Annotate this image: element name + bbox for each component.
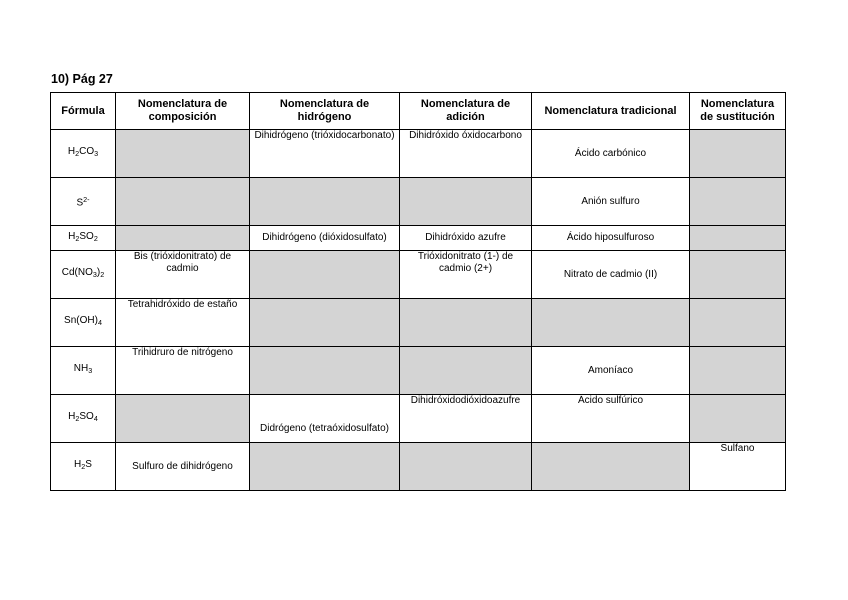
formula-subscript: 2 (75, 234, 80, 244)
cell-formula (51, 395, 116, 443)
cell-composition (116, 178, 250, 226)
cell-addition: Dihidróxido óxidocarbono (400, 130, 532, 178)
header-composition: Nomenclatura de composición (116, 93, 250, 130)
table-row (51, 178, 786, 226)
table-row (51, 395, 786, 443)
cell-substitution (690, 130, 786, 178)
formula-subscript: 2 (93, 234, 98, 244)
cell-addition (400, 299, 532, 347)
cell-addition: Dihidróxido azufre (400, 226, 532, 251)
formula-text: Sn(OH) (64, 315, 98, 327)
cell-composition (116, 395, 250, 443)
formula-subscript: 3 (92, 270, 97, 280)
table-row (51, 130, 786, 178)
table-row (51, 347, 786, 395)
formula-superscript: 2- (83, 194, 90, 204)
formula-text: NH (73, 363, 89, 375)
cell-hydrogen (250, 299, 400, 347)
formula-subscript: 4 (97, 318, 102, 328)
cell-addition: Dihidróxidodióxidoazufre (400, 395, 532, 443)
cell-hydrogen (250, 443, 400, 491)
cell-substitution (690, 251, 786, 299)
cell-substitution (690, 178, 786, 226)
table-row (51, 226, 786, 251)
table-row (51, 299, 786, 347)
cell-hydrogen (250, 178, 400, 226)
formula-subscript: 2 (75, 149, 80, 159)
formula-text: ) (96, 267, 101, 279)
cell-traditional: Ácido hiposulfuroso (532, 226, 690, 251)
cell-traditional: Anión sulfuro (532, 178, 690, 226)
header-addition: Nomenclatura de adición (400, 93, 532, 130)
cell-hydrogen: Dihidrógeno (trióxidocarbonato) (250, 130, 400, 178)
formula-text: S (85, 459, 92, 471)
cell-composition: Bis (trióxidonitrato) de cadmio (116, 251, 250, 299)
cell-formula (51, 251, 116, 299)
header-traditional: Nomenclatura tradicional (532, 93, 690, 130)
formula-text: S (76, 197, 84, 209)
formula-subscript: 2 (75, 414, 80, 424)
cell-hydrogen: Didrógeno (tetraóxidosulfato) (250, 395, 400, 443)
cell-formula (51, 347, 116, 395)
cell-composition: Trihidruro de nitrógeno (116, 347, 250, 395)
cell-composition: Sulfuro de dihidrógeno (116, 443, 250, 491)
cell-composition (116, 130, 250, 178)
header-hydrogen: Nomenclatura de hidrógeno (250, 93, 400, 130)
formula-subscript: 2 (81, 462, 86, 472)
formula-text: CO (79, 146, 95, 158)
header-substitution: Nomenclatura de sustitución (690, 93, 786, 130)
header-formula: Fórmula (51, 93, 116, 130)
cell-traditional: Ácido carbónico (532, 130, 690, 178)
cell-formula (51, 178, 116, 226)
cell-substitution (690, 347, 786, 395)
formula-text: SO (79, 411, 94, 423)
cell-formula (51, 299, 116, 347)
cell-composition: Tetrahidróxido de estaño (116, 299, 250, 347)
cell-hydrogen (250, 251, 400, 299)
cell-hydrogen (250, 347, 400, 395)
cell-hydrogen: Dihidrógeno (dióxidosulfato) (250, 226, 400, 251)
cell-addition (400, 178, 532, 226)
cell-composition (116, 226, 250, 251)
nomenclature-table (50, 92, 786, 491)
cell-substitution (690, 226, 786, 251)
cell-traditional: Nitrato de cadmio (II) (532, 251, 690, 299)
formula-text: H (74, 459, 82, 471)
formula-subscript: 3 (94, 149, 99, 159)
formula-text: Cd(NO (61, 267, 93, 279)
cell-formula (51, 226, 116, 251)
formula-text: H (67, 146, 76, 158)
formula-subscript: 4 (93, 414, 98, 424)
cell-addition: Trióxidonitrato (1-) de cadmio (2+) (400, 251, 532, 299)
cell-traditional (532, 443, 690, 491)
cell-formula (51, 130, 116, 178)
formula-subscript: 2 (100, 270, 105, 280)
cell-substitution (690, 299, 786, 347)
header-row (51, 93, 786, 130)
cell-traditional (532, 299, 690, 347)
cell-traditional: Amoníaco (532, 347, 690, 395)
formula-subscript: 3 (88, 366, 93, 376)
formula-text: SO (79, 230, 94, 242)
page-heading: 10) Pág 27 (51, 72, 113, 86)
cell-addition (400, 443, 532, 491)
cell-substitution (690, 395, 786, 443)
table-row (51, 251, 786, 299)
cell-addition (400, 347, 532, 395)
cell-traditional: Ácido sulfúrico (532, 395, 690, 443)
cell-formula (51, 443, 116, 491)
table-row (51, 443, 786, 491)
cell-substitution: Sulfano (690, 443, 786, 491)
formula-text: H (68, 411, 76, 423)
formula-text: H (68, 230, 76, 242)
